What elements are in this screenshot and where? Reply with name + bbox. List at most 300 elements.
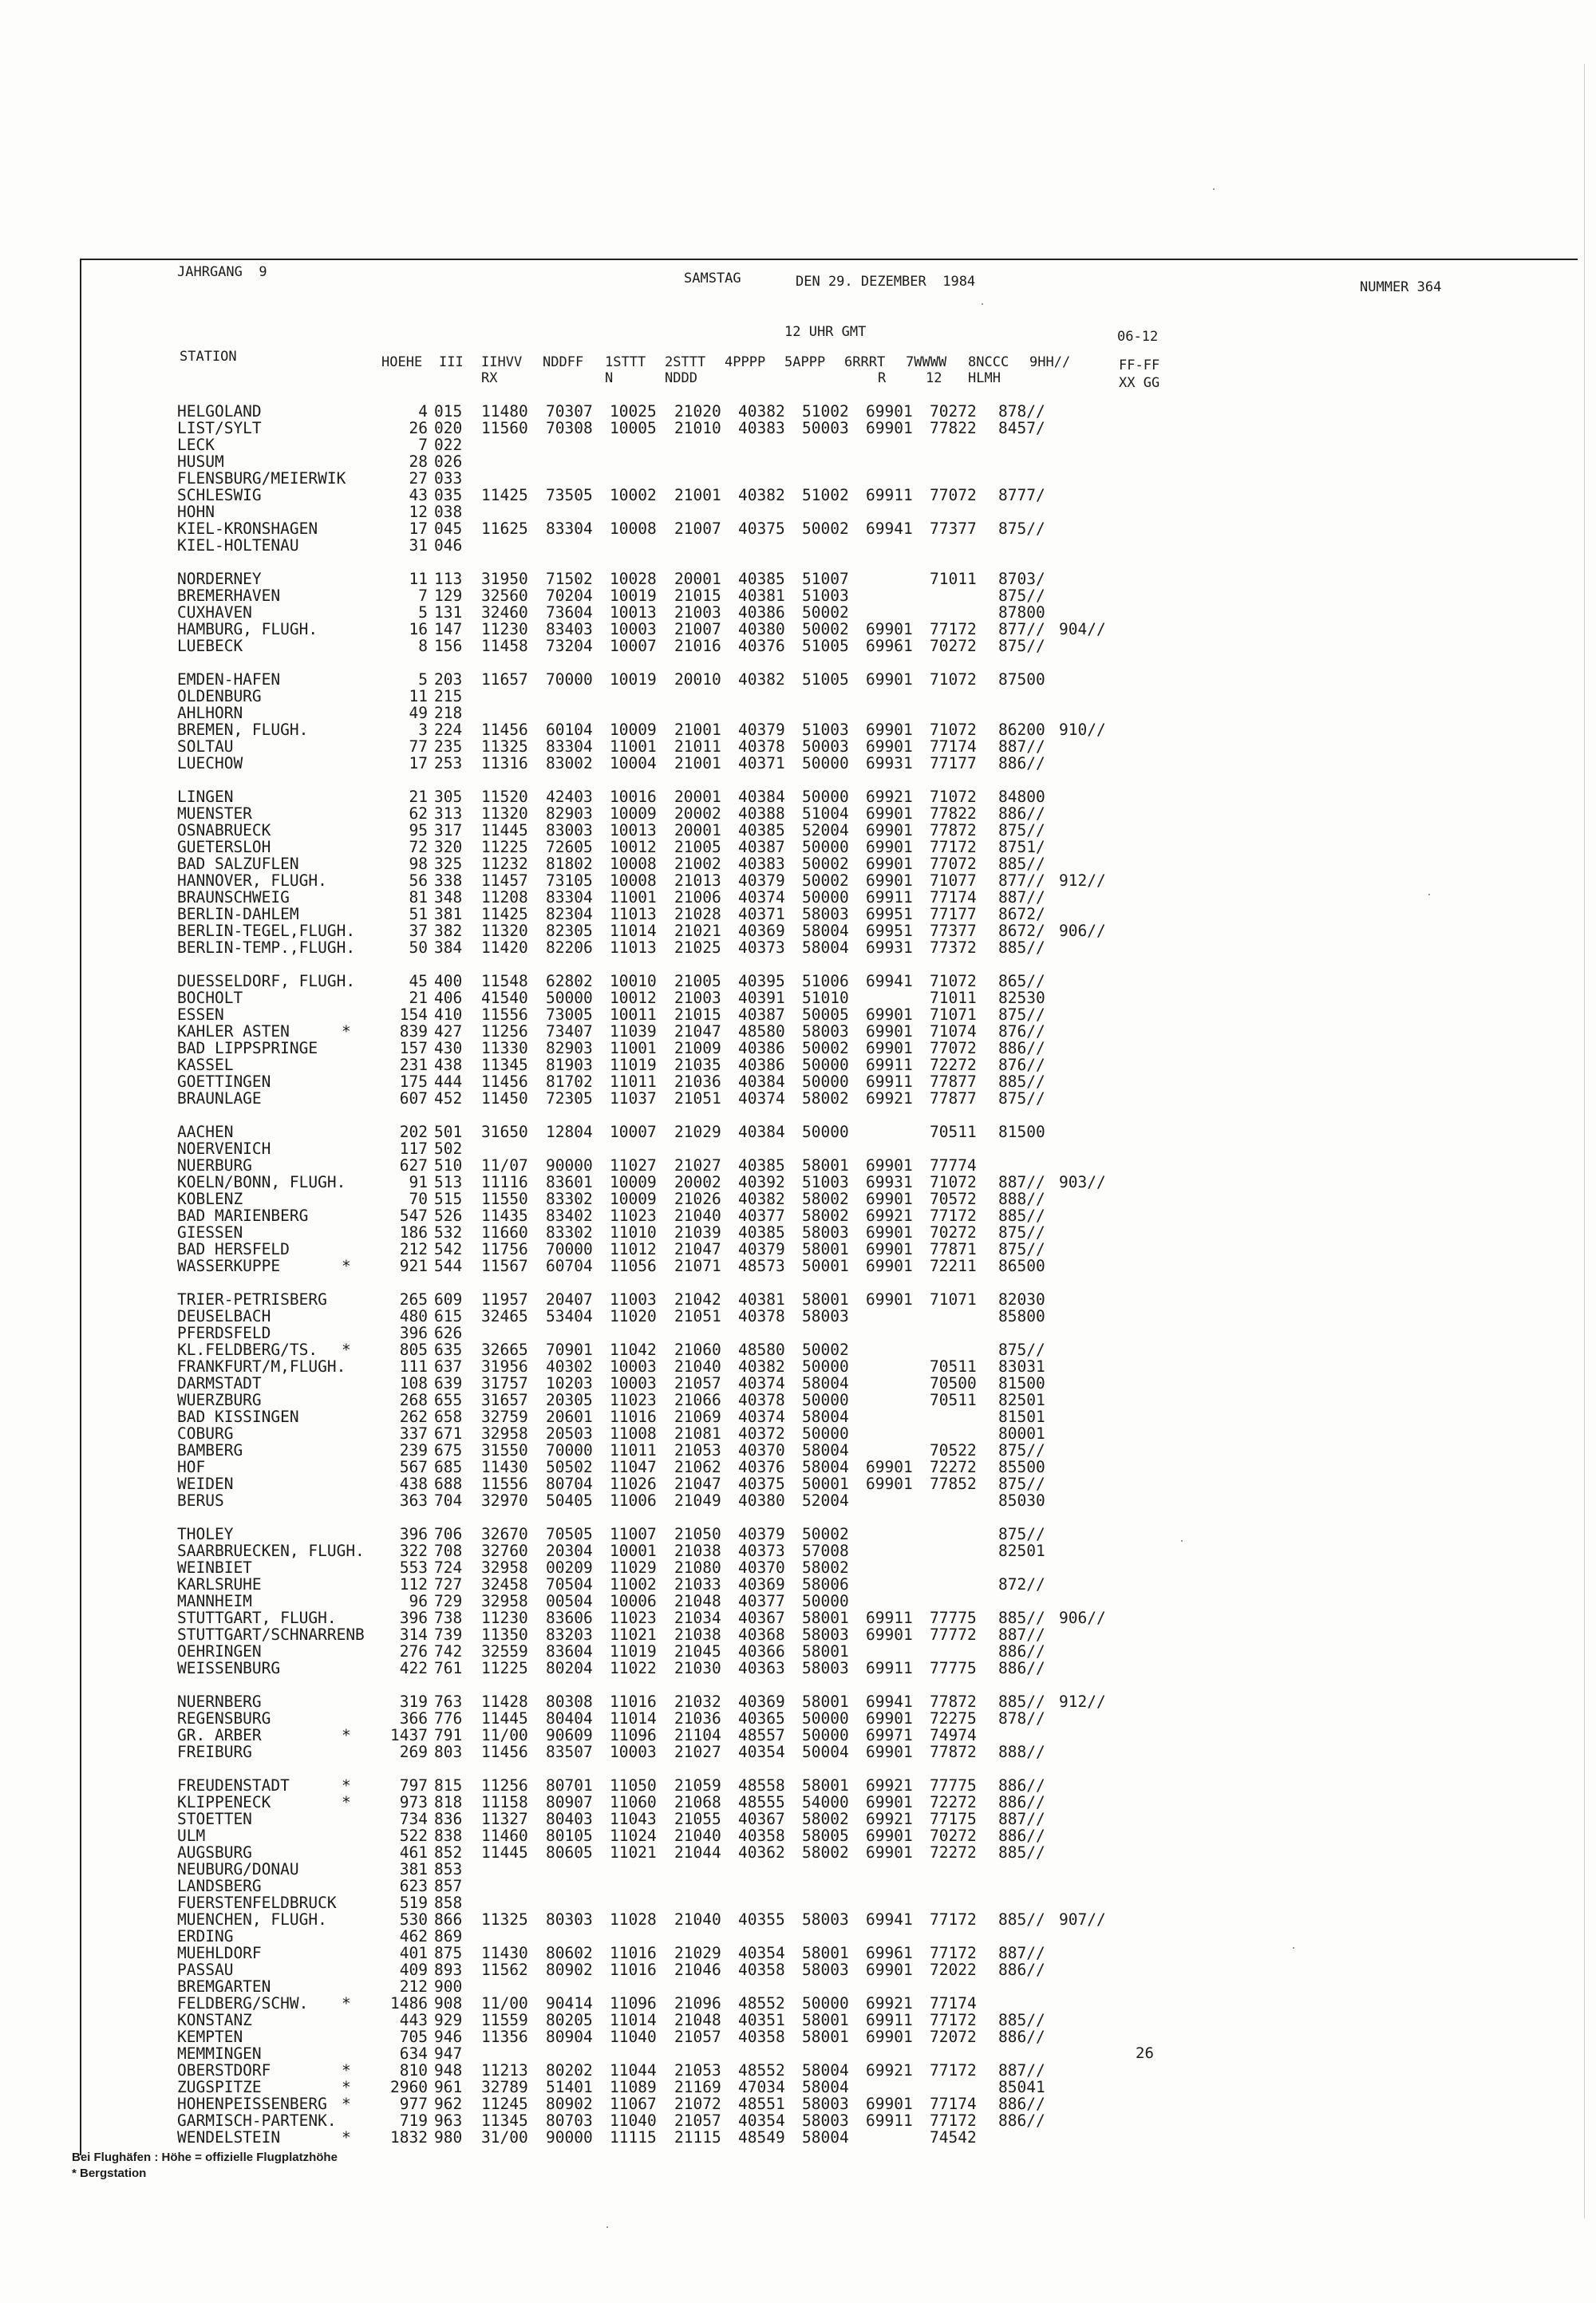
table-row <box>0 839 1596 855</box>
group-nddff: 83402 <box>546 1207 593 1225</box>
group-6rrrt: 69961 <box>866 1944 913 1962</box>
group-6rrrt: 69911 <box>866 888 913 907</box>
group-iihvv: 11345 <box>481 1056 528 1074</box>
group-1sttt: 11019 <box>610 1642 657 1661</box>
station-name: ESSEN <box>177 1005 224 1024</box>
group-8nccc: 83031 <box>998 1357 1045 1376</box>
group-2sttt: 21033 <box>674 1575 721 1594</box>
group-8nccc: 82501 <box>998 1391 1045 1409</box>
station-index: 727 <box>434 1575 463 1594</box>
group-8nccc: 886// <box>998 1827 1045 1845</box>
group-4pppp: 40362 <box>738 1843 785 1862</box>
group-6rrrt: 69901 <box>866 1475 913 1493</box>
group-iihvv: 11520 <box>481 788 528 806</box>
table-row <box>0 1626 1596 1643</box>
group-4pppp: 48555 <box>738 1793 785 1811</box>
group-iihvv: 11625 <box>481 519 528 538</box>
group-2sttt: 21007 <box>674 519 721 538</box>
group-2sttt: 21040 <box>674 1827 721 1845</box>
group-7wwww: 72211 <box>930 1257 977 1275</box>
group-iihvv: 11316 <box>481 754 528 772</box>
group-nddff: 80105 <box>546 1827 593 1845</box>
group-8nccc: 887// <box>998 1944 1045 1962</box>
group-4pppp: 40374 <box>738 1374 785 1392</box>
group-6rrrt: 69901 <box>866 737 913 756</box>
group-8nccc: 875// <box>998 587 1045 605</box>
group-nddff: 83302 <box>546 1190 593 1208</box>
table-row <box>0 1693 1596 1710</box>
group-4pppp: 48552 <box>738 1994 785 2013</box>
station-name: FELDBERG/SCHW. <box>177 1994 309 2013</box>
station-index: 406 <box>434 989 463 1007</box>
group-iihvv: 32760 <box>481 1542 528 1560</box>
group-1sttt: 11013 <box>610 938 657 957</box>
group-2sttt: 21040 <box>674 1207 721 1225</box>
group-4pppp: 40354 <box>738 1944 785 1962</box>
group-8nccc: 886// <box>998 1961 1045 1979</box>
group-iihvv: 32670 <box>481 1525 528 1543</box>
footnote-airport-height: Bei Flughäfen : Höhe = offizielle Flugplatzhöhe <box>72 2151 338 2164</box>
group-5appp: 50000 <box>802 1391 849 1409</box>
group-1sttt: 11023 <box>610 1391 657 1409</box>
table-row <box>0 1928 1596 1945</box>
table-row <box>0 571 1596 587</box>
group-6rrrt: 69921 <box>866 1776 913 1795</box>
group-6rrrt: 69901 <box>866 1626 913 1644</box>
table-row <box>0 420 1596 437</box>
table-row <box>0 504 1596 520</box>
table-row <box>0 1459 1596 1475</box>
station-index: 815 <box>434 1776 463 1795</box>
station-name: NEUBURG/DONAU <box>177 1860 299 1878</box>
group-1sttt: 11011 <box>610 1441 657 1460</box>
group-2sttt: 21028 <box>674 905 721 923</box>
group-7wwww: 77172 <box>930 1910 977 1929</box>
group-iihvv: 11/00 <box>481 1726 528 1744</box>
group-4pppp: 40374 <box>738 888 785 907</box>
group-9hh: 903// <box>1059 1173 1106 1191</box>
mountain-marker: * <box>342 1341 351 1359</box>
group-6rrrt: 69901 <box>866 838 913 856</box>
group-5appp: 50002 <box>802 620 849 638</box>
group-7wwww: 72272 <box>930 1843 977 1862</box>
table-row <box>0 1392 1596 1408</box>
station-name: WEISSENBURG <box>177 1659 281 1677</box>
group-7wwww: 70500 <box>930 1374 977 1392</box>
group-5appp: 50000 <box>802 838 849 856</box>
group-2sttt: 21057 <box>674 1374 721 1392</box>
group-7wwww: 77172 <box>930 838 977 856</box>
station-height: 16 <box>409 620 428 638</box>
col-station: STATION <box>180 349 237 365</box>
group-8nccc: 85030 <box>998 1491 1045 1510</box>
group-1sttt: 11016 <box>610 1961 657 1979</box>
station-name: NUERNBERG <box>177 1693 262 1711</box>
group-4pppp: 40378 <box>738 1391 785 1409</box>
group-7wwww: 77872 <box>930 1693 977 1711</box>
group-7wwww: 70272 <box>930 1827 977 1845</box>
group-8nccc: 886// <box>998 1039 1045 1057</box>
group-iihvv: 11957 <box>481 1290 528 1309</box>
station-height: 268 <box>399 1391 428 1409</box>
group-1sttt: 10007 <box>610 637 657 655</box>
station-height: 396 <box>399 1609 428 1627</box>
group-4pppp: 40386 <box>738 1039 785 1057</box>
mountain-marker: * <box>342 2128 351 2147</box>
group-nddff: 80308 <box>546 1693 593 1711</box>
group-6rrrt: 69901 <box>866 1743 913 1761</box>
group-7wwww: 71071 <box>930 1005 977 1024</box>
station-height: 70 <box>409 1190 428 1208</box>
group-nddff: 82903 <box>546 1039 593 1057</box>
table-row <box>0 1241 1596 1258</box>
col-1sttt-sub: N <box>605 370 614 386</box>
group-iihvv: 11225 <box>481 1659 528 1677</box>
group-8nccc: 84800 <box>998 788 1045 806</box>
group-1sttt: 11024 <box>610 1827 657 1845</box>
group-nddff: 83606 <box>546 1609 593 1627</box>
station-name: BAD LIPPSPRINGE <box>177 1039 318 1057</box>
group-5appp: 50002 <box>802 1039 849 1057</box>
station-name: FUERSTENFELDBRUCK <box>177 1894 337 1912</box>
group-9hh: 906// <box>1059 1609 1106 1627</box>
group-1sttt: 11021 <box>610 1843 657 1862</box>
station-index: 869 <box>434 1927 463 1946</box>
group-5appp: 58005 <box>802 1827 849 1845</box>
station-index: 215 <box>434 687 463 705</box>
station-index: 791 <box>434 1726 463 1744</box>
table-row <box>0 1844 1596 1861</box>
station-height: 977 <box>399 2095 428 2113</box>
group-iihvv: 11567 <box>481 1257 528 1275</box>
station-height: 1486 <box>390 1994 428 2013</box>
table-row <box>0 2079 1596 2096</box>
station-index: 961 <box>434 2078 463 2096</box>
station-name: OBERSTDORF <box>177 2061 271 2080</box>
group-nddff: 70000 <box>546 1240 593 1258</box>
station-index: 384 <box>434 938 463 957</box>
group-iihvv: 11548 <box>481 972 528 990</box>
group-nddff: 83003 <box>546 821 593 839</box>
group-iihvv: 11480 <box>481 402 528 421</box>
station-index: 609 <box>434 1290 463 1309</box>
group-2sttt: 21021 <box>674 922 721 940</box>
table-row <box>0 1124 1596 1140</box>
group-6rrrt: 69931 <box>866 1173 913 1191</box>
group-6rrrt: 69941 <box>866 519 913 538</box>
group-5appp: 58002 <box>802 1190 849 1208</box>
group-5appp: 58004 <box>802 2061 849 2080</box>
group-nddff: 51401 <box>546 2078 593 2096</box>
group-iihvv: 11225 <box>481 838 528 856</box>
station-index: 382 <box>434 922 463 940</box>
table-row <box>0 1794 1596 1811</box>
col-7wwww-sub: 12 <box>926 370 942 386</box>
group-6rrrt: 69901 <box>866 1458 913 1476</box>
col-4pppp: 4PPPP <box>725 354 766 370</box>
table-row <box>0 520 1596 537</box>
group-5appp: 58002 <box>802 1089 849 1108</box>
group-4pppp: 40379 <box>738 1240 785 1258</box>
group-2sttt: 21169 <box>674 2078 721 2096</box>
group-4pppp: 40370 <box>738 1558 785 1577</box>
station-index: 026 <box>434 452 463 471</box>
group-iihvv: 11230 <box>481 1609 528 1627</box>
station-name: KIEL-KRONSHAGEN <box>177 519 318 538</box>
group-nddff: 20601 <box>546 1408 593 1426</box>
group-5appp: 58004 <box>802 1458 849 1476</box>
station-height: 175 <box>399 1072 428 1091</box>
col-xx-gg: XX GG <box>1119 375 1160 391</box>
group-nddff: 20407 <box>546 1290 593 1309</box>
station-name: LANDSBERG <box>177 1877 262 1895</box>
group-1sttt: 11001 <box>610 737 657 756</box>
group-1sttt: 11037 <box>610 1089 657 1108</box>
group-1sttt: 10009 <box>610 721 657 739</box>
group-8nccc: 877// <box>998 620 1045 638</box>
group-6rrrt: 69921 <box>866 2061 913 2080</box>
station-height: 157 <box>399 1039 428 1057</box>
group-7wwww: 77172 <box>930 1207 977 1225</box>
station-name: WENDELSTEIN <box>177 2128 281 2147</box>
group-iihvv: 11456 <box>481 1072 528 1091</box>
table-row <box>0 1258 1596 1274</box>
group-6rrrt: 69901 <box>866 804 913 823</box>
group-8nccc: 875// <box>998 1475 1045 1493</box>
group-8nccc: 887// <box>998 1173 1045 1191</box>
station-name: STOETTEN <box>177 1810 252 1828</box>
group-8nccc: 887// <box>998 2061 1045 2080</box>
group-nddff: 42403 <box>546 788 593 806</box>
group-8nccc: 82030 <box>998 1290 1045 1309</box>
table-row <box>0 621 1596 638</box>
group-7wwww: 77172 <box>930 2111 977 2130</box>
group-5appp: 58001 <box>802 1642 849 1661</box>
group-2sttt: 21040 <box>674 1357 721 1376</box>
table-row <box>0 1325 1596 1341</box>
table-row <box>0 1375 1596 1392</box>
group-5appp: 58003 <box>802 2111 849 2130</box>
station-index: 147 <box>434 620 463 638</box>
station-height: 62 <box>409 804 428 823</box>
table-row <box>0 788 1596 805</box>
station-height: 212 <box>399 1240 428 1258</box>
station-height: 95 <box>409 821 428 839</box>
table-row <box>0 1610 1596 1626</box>
group-7wwww: 77774 <box>930 1156 977 1175</box>
group-2sttt: 21046 <box>674 1961 721 1979</box>
table-row <box>0 1291 1596 1308</box>
group-8nccc: 877// <box>998 871 1045 890</box>
table-row <box>0 1308 1596 1325</box>
group-4pppp: 40391 <box>738 989 785 1007</box>
group-1sttt: 10009 <box>610 1173 657 1191</box>
table-row <box>0 1559 1596 1576</box>
group-nddff: 50405 <box>546 1491 593 1510</box>
group-iihvv: 11560 <box>481 419 528 437</box>
group-5appp: 58002 <box>802 1810 849 1828</box>
station-name: TRIER-PETRISBERG <box>177 1290 327 1309</box>
station-name: BAMBERG <box>177 1441 243 1460</box>
mountain-marker: * <box>342 1793 351 1811</box>
group-1sttt: 10009 <box>610 1190 657 1208</box>
group-nddff: 82304 <box>546 905 593 923</box>
group-2sttt: 21080 <box>674 1558 721 1577</box>
mountain-marker: * <box>342 1994 351 2013</box>
group-5appp: 50005 <box>802 1005 849 1024</box>
group-nddff: 50502 <box>546 1458 593 1476</box>
group-4pppp: 40385 <box>738 1156 785 1175</box>
group-5appp: 58001 <box>802 2028 849 2046</box>
station-height: 805 <box>399 1341 428 1359</box>
table-row <box>0 1777 1596 1794</box>
scan-speck <box>1293 1947 1294 1949</box>
group-5appp: 58001 <box>802 1156 849 1175</box>
group-1sttt: 11010 <box>610 1223 657 1242</box>
group-nddff: 20305 <box>546 1391 593 1409</box>
station-index: 738 <box>434 1609 463 1627</box>
table-row <box>0 705 1596 721</box>
group-1sttt: 11028 <box>610 1910 657 1929</box>
group-5appp: 58001 <box>802 1609 849 1627</box>
group-5appp: 58004 <box>802 1374 849 1392</box>
station-index: 438 <box>434 1056 463 1074</box>
group-8nccc: 8672/ <box>998 922 1045 940</box>
group-1sttt: 11016 <box>610 1944 657 1962</box>
group-5appp: 52004 <box>802 1491 849 1510</box>
group-nddff: 82903 <box>546 804 593 823</box>
group-5appp: 50000 <box>802 1994 849 2013</box>
group-iihvv: 11213 <box>481 2061 528 2080</box>
station-index: 615 <box>434 1307 463 1325</box>
station-name: NUERBURG <box>177 1156 252 1175</box>
group-4pppp: 40367 <box>738 1810 785 1828</box>
station-index: 729 <box>434 1592 463 1610</box>
station-index: 671 <box>434 1424 463 1443</box>
station-height: 186 <box>399 1223 428 1242</box>
group-4pppp: 48558 <box>738 1776 785 1795</box>
station-name: BREMERHAVEN <box>177 587 281 605</box>
group-iihvv: 11330 <box>481 1039 528 1057</box>
group-1sttt: 11067 <box>610 2095 657 2113</box>
group-5appp: 58004 <box>802 922 849 940</box>
group-4pppp: 40382 <box>738 486 785 504</box>
station-height: 401 <box>399 1944 428 1962</box>
group-7wwww: 77172 <box>930 2011 977 2029</box>
station-height: 337 <box>399 1424 428 1443</box>
group-nddff: 80404 <box>546 1709 593 1728</box>
group-6rrrt: 69901 <box>866 419 913 437</box>
group-iihvv: 11/07 <box>481 1156 528 1175</box>
group-iihvv: 31650 <box>481 1123 528 1141</box>
group-nddff: 82305 <box>546 922 593 940</box>
group-4pppp: 40386 <box>738 603 785 622</box>
group-6rrrt: 69901 <box>866 1005 913 1024</box>
group-nddff: 50000 <box>546 989 593 1007</box>
station-index: 706 <box>434 1525 463 1543</box>
table-row <box>0 1073 1596 1090</box>
table-row <box>0 1224 1596 1241</box>
station-height: 396 <box>399 1324 428 1342</box>
station-height: 623 <box>399 1877 428 1895</box>
group-1sttt: 11050 <box>610 1776 657 1795</box>
table-row <box>0 2028 1596 2045</box>
group-nddff: 90414 <box>546 1994 593 2013</box>
station-index: 929 <box>434 2011 463 2029</box>
station-name: GR. ARBER <box>177 1726 262 1744</box>
group-7wwww: 71072 <box>930 1173 977 1191</box>
group-6rrrt: 69951 <box>866 922 913 940</box>
group-7wwww: 77172 <box>930 620 977 638</box>
table-row <box>0 1090 1596 1107</box>
group-5appp: 58001 <box>802 1693 849 1711</box>
station-height: 797 <box>399 1776 428 1795</box>
group-1sttt: 10003 <box>610 620 657 638</box>
station-height: 72 <box>409 838 428 856</box>
station-name: BREMGARTEN <box>177 1977 271 1996</box>
station-height: 17 <box>409 519 428 538</box>
group-6rrrt: 69901 <box>866 1223 913 1242</box>
station-height: 27 <box>409 469 428 488</box>
group-5appp: 50002 <box>802 603 849 622</box>
group-1sttt: 10009 <box>610 804 657 823</box>
group-8nccc: 887// <box>998 737 1045 756</box>
table-row <box>0 587 1596 604</box>
group-7wwww: 77177 <box>930 905 977 923</box>
group-nddff: 71502 <box>546 570 593 588</box>
group-5appp: 58001 <box>802 1240 849 1258</box>
station-name: MUEHLDORF <box>177 1944 262 1962</box>
group-iihvv: 32789 <box>481 2078 528 2096</box>
group-6rrrt: 69901 <box>866 620 913 638</box>
group-nddff: 83604 <box>546 1642 593 1661</box>
group-6rrrt: 69921 <box>866 1207 913 1225</box>
group-8nccc: 886// <box>998 754 1045 772</box>
station-index: 685 <box>434 1458 463 1476</box>
group-iihvv: 11660 <box>481 1223 528 1242</box>
station-height: 28 <box>409 452 428 471</box>
group-8nccc: 885// <box>998 1843 1045 1862</box>
group-6rrrt: 69901 <box>866 1961 913 1979</box>
group-2sttt: 21072 <box>674 2095 721 2113</box>
table-row <box>0 990 1596 1006</box>
group-7wwww: 72275 <box>930 1709 977 1728</box>
station-name: SCHLESWIG <box>177 486 262 504</box>
group-9hh: 904// <box>1059 620 1106 638</box>
station-index: 526 <box>434 1207 463 1225</box>
table-row <box>0 1744 1596 1760</box>
group-6rrrt: 69901 <box>866 721 913 739</box>
group-8nccc: 875// <box>998 519 1045 538</box>
group-2sttt: 21049 <box>674 1491 721 1510</box>
group-5appp: 50000 <box>802 888 849 907</box>
station-index: 704 <box>434 1491 463 1510</box>
group-nddff: 70307 <box>546 402 593 421</box>
group-1sttt: 11029 <box>610 1558 657 1577</box>
station-index: 400 <box>434 972 463 990</box>
group-4pppp: 40381 <box>738 587 785 605</box>
station-height: 81 <box>409 888 428 907</box>
group-6rrrt: 69911 <box>866 1072 913 1091</box>
col-ff-ff: FF-FF <box>1119 357 1160 373</box>
group-4pppp: 40371 <box>738 905 785 923</box>
station-index: 639 <box>434 1374 463 1392</box>
group-6rrrt: 69941 <box>866 1693 913 1711</box>
group-8nccc: 875// <box>998 1005 1045 1024</box>
station-name: HOHENPEISSENBERG <box>177 2095 327 2113</box>
col-iihvv-sub: RX <box>481 370 498 386</box>
group-4pppp: 40379 <box>738 871 785 890</box>
